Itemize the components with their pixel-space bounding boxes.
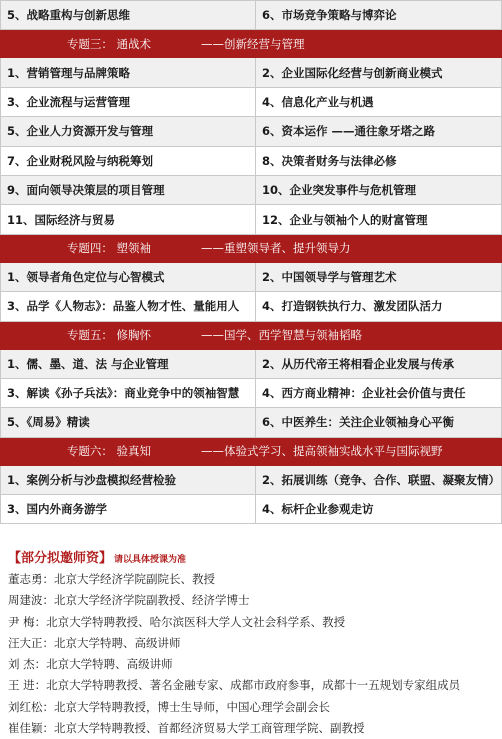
course-right: 4、打造钢铁执行力、激发团队活力 (256, 292, 502, 321)
topic-header-cell (1, 30, 502, 58)
faculty-member: 周建波：北京大学经济学院副教授、经济学博士 (8, 593, 250, 608)
faculty-member: 董志勇：北京大学经济学院副院长、教授 (8, 572, 215, 586)
course-row (1, 87, 502, 116)
course-right: 8、决策者财务与法律必修 (256, 146, 502, 175)
course-row (1, 146, 502, 175)
course-row (1, 349, 502, 378)
course-left: 3、企业流程与运营管理 (1, 87, 256, 116)
course-right: 6、中医养生：关注企业领袖身心平衡 (256, 408, 502, 437)
topic-header-cell (1, 234, 502, 262)
course-row (1, 408, 502, 437)
topic-label: 专题五： 修胸怀 (66, 328, 151, 343)
course-left: 1、案例分析与沙盘模拟经营检验 (1, 465, 256, 494)
faculty-member: 王 进：北京大学特聘教授、著名金融专家、成都市政府参事，成都十一五规划专家组成员 (8, 678, 461, 693)
course-right: 4、信息化产业与机遇 (256, 87, 502, 116)
course-row (1, 262, 502, 291)
topic-header (1, 30, 502, 58)
course-right: 10、企业突发事件与危机管理 (256, 175, 502, 204)
course-row (1, 175, 502, 204)
course-row (1, 465, 502, 494)
course-left: 11、国际经济与贸易 (1, 205, 256, 234)
course-row (1, 495, 502, 524)
topic-label: 专题六： 验真知 (66, 444, 151, 459)
course-row (1, 205, 502, 234)
course-left: 3、解读《孙子兵法》：商业竞争中的领袖智慧 (1, 378, 256, 407)
faculty-title (8, 549, 498, 569)
course-row (1, 1, 502, 30)
course-right: 2、拓展训练（竞争、合作、联盟、凝聚友情） (256, 465, 502, 494)
topic-header (1, 437, 502, 465)
course-row (1, 58, 502, 87)
course-left: 7、企业财税风险与纳税筹划 (1, 146, 256, 175)
course-row (1, 117, 502, 146)
faculty-member: 刘 杰：北京大学特聘、高级讲师 (8, 657, 173, 672)
course-right: 6、市场竞争策略与博弈论 (256, 1, 502, 30)
topic-header (1, 234, 502, 262)
course-right: 2、中国领导学与管理艺术 (256, 262, 502, 291)
course-left: 1、领导者角色定位与心智模式 (1, 262, 256, 291)
topic-theme: ——国学、西学智慧与领袖韬略 (201, 328, 362, 343)
faculty-member: 汪大正：北京大学特聘、高级讲师 (8, 635, 181, 650)
faculty-section (8, 549, 498, 739)
faculty-note: 请以具体授课为准 (114, 555, 187, 565)
course-left: 1、儒、墨、道、法 与企业管理 (1, 349, 256, 378)
course-right: 6、资本运作 ——通往象牙塔之路 (256, 117, 502, 146)
topic-theme: ——体验式学习、提高领袖实战水平与国际视野 (201, 444, 443, 459)
course-left: 3、品学《人物志》：品鉴人物才性、量能用人 (1, 292, 256, 321)
course-left: 1、营销管理与品牌策略 (1, 58, 256, 87)
faculty-member: 崔佳颖：北京大学特聘教授、首都经济贸易大学工商管理学院、副教授 (8, 721, 365, 736)
topic-label: 专题四： 塑领袖 (66, 241, 151, 256)
topic-theme: ——创新经营与管理 (201, 36, 305, 51)
course-right: 4、西方商业精神：企业社会价值与责任 (256, 378, 502, 407)
faculty-list (8, 569, 498, 739)
course-row (1, 292, 502, 321)
course-right: 2、从历代帝王将相看企业发展与传承 (256, 349, 502, 378)
topic-header-cell (1, 321, 502, 349)
topic-label: 专题三： 通战术 (66, 36, 151, 51)
course-row (1, 378, 502, 407)
course-left: 5、战略重构与创新思维 (1, 1, 256, 30)
faculty-member: 尹 梅：北京大学特聘教授、哈尔滨医科大学人文社会科学系、教授 (8, 614, 346, 629)
faculty-member: 刘红松：北京大学特聘教授，博士生导师，中国心理学会副会长 (8, 699, 330, 714)
course-left: 5、《周易》精读 (1, 408, 256, 437)
faculty-title-text: 【部分拟邀师资】 (8, 551, 113, 566)
course-right: 4、标杆企业参观走访 (256, 495, 502, 524)
course-right: 2、企业国际化经营与创新商业模式 (256, 58, 502, 87)
course-right: 12、企业与领袖个人的财富管理 (256, 205, 502, 234)
course-left: 5、企业人力资源开发与管理 (1, 117, 256, 146)
topic-header-cell (1, 437, 502, 465)
course-left: 3、国内外商务游学 (1, 495, 256, 524)
course-left: 9、面向领导决策层的项目管理 (1, 175, 256, 204)
topic-theme: ——重塑领导者、提升领导力 (201, 241, 351, 256)
topic-header (1, 321, 502, 349)
